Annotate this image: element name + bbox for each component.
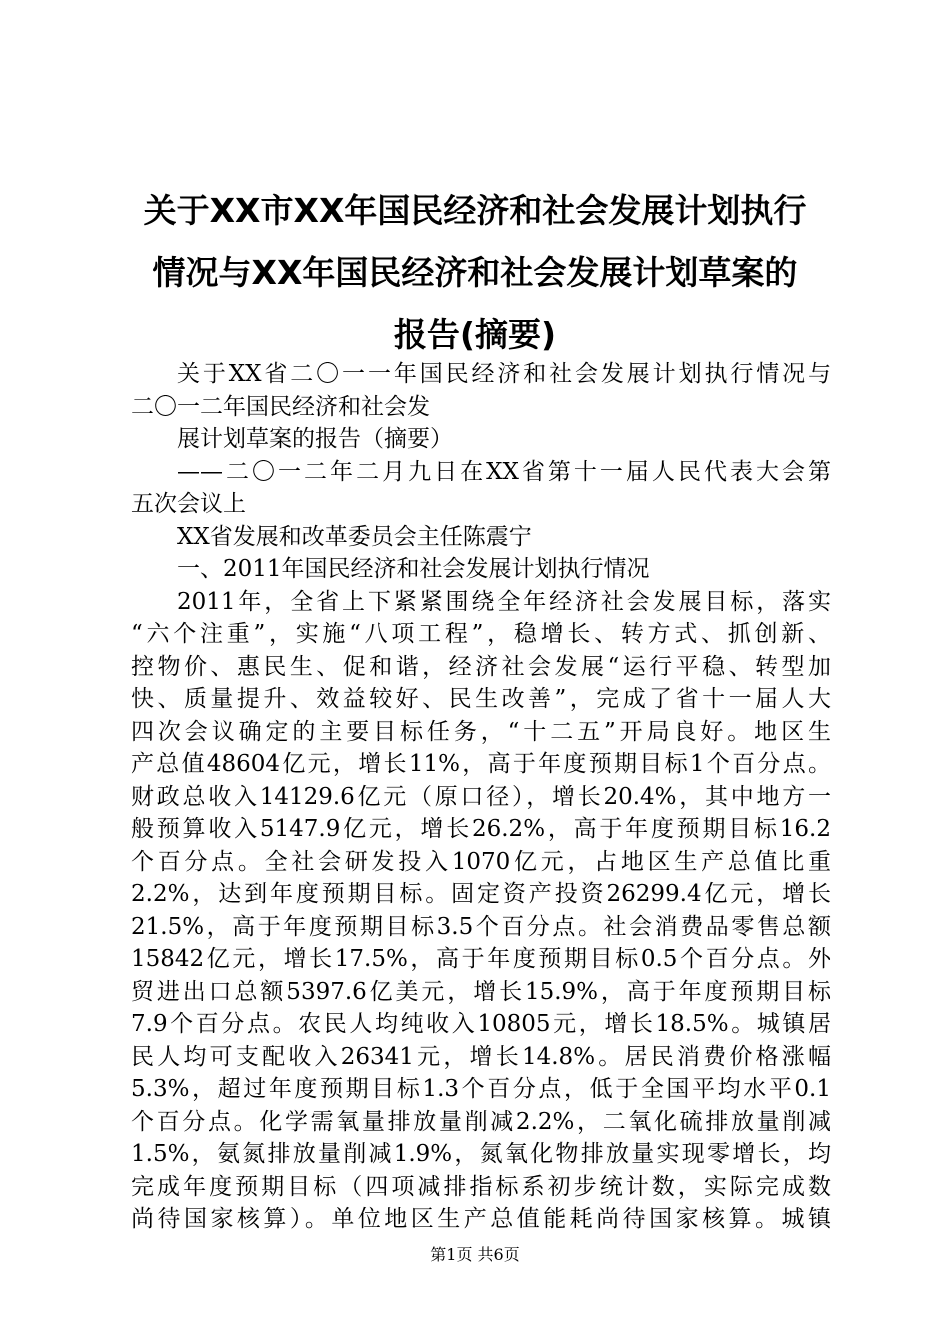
body-line: 完成年度预期目标（四项减排指标系初步统计数，实际完成数 [131, 1173, 831, 1200]
body-line: 7.9个百分点。农民人均纯收入10805元，增长18.5%。城镇居 [131, 1011, 831, 1037]
body-line: 贸进出口总额5397.6亿美元，增长15.9%，高于年度预期目标 [131, 978, 831, 1005]
page-footer: 第1页 共6页 [430, 1245, 520, 1264]
body-line: 四次会议确定的主要目标任务，“十二五”开局良好。地区生 [131, 718, 831, 745]
body-line: 个百分点。化学需氧量排放量削减2.2%，二氧化硫排放量削减 [131, 1108, 831, 1135]
body-line: 15842亿元，增长17.5%，高于年度预期目标0.5个百分点。外 [131, 946, 831, 972]
paragraph-main [131, 586, 831, 1236]
body-line: 二〇一二年国民经济和社会发 [131, 393, 430, 420]
body-line: ——二〇一二年二月九日在XX省第十一届人民代表大会第 [177, 458, 831, 485]
body-line: 2011年，全省上下紧紧围绕全年经济社会发展目标，落实 [177, 588, 831, 615]
body-line: 一、2011年国民经济和社会发展计划执行情况 [177, 556, 650, 582]
body-line: 民人均可支配收入26341元，增长14.8%。居民消费价格涨幅 [131, 1043, 831, 1070]
document-body [131, 358, 831, 1236]
body-line: 5.3%，超过年度预期目标1.3个百分点，低于全国平均水平0.1 [131, 1076, 831, 1102]
body-line: 关于XX省二〇一一年国民经济和社会发展计划执行情况与 [177, 361, 831, 387]
body-line: 五次会议上 [131, 491, 246, 517]
paragraph-report-subtitle [131, 423, 831, 456]
body-line: 般预算收入5147.9亿元，增长26.2%，高于年度预期目标16.2 [131, 816, 831, 842]
document-title [100, 180, 850, 366]
body-line: 控物价、惠民生、促和谐，经济社会发展“运行平稳、转型加 [131, 653, 831, 680]
body-line: 财政总收入14129.6亿元（原口径），增长20.4%，其中地方一 [131, 783, 831, 810]
body-line: 个百分点。全社会研发投入1070亿元，占地区生产总值比重 [131, 848, 831, 875]
paragraph-author [131, 521, 831, 554]
body-line: “六个注重”，实施“八项工程”，稳增长、转方式、抓创新、 [131, 621, 831, 647]
body-line: 1.5%，氨氮排放量削减1.9%，氮氧化物排放量实现零增长，均 [131, 1141, 831, 1167]
body-line: 2.2%，达到年度预期目标。固定资产投资26299.4亿元，增长 [131, 881, 831, 907]
paragraph-meeting-info [131, 456, 831, 521]
title-line-3: 报告(摘要) [393, 315, 557, 354]
title-line-1: 关于XX市XX年国民经济和社会发展计划执行 [143, 191, 807, 230]
title-line-2: 情况与XX年国民经济和社会发展计划草案的 [152, 253, 798, 292]
body-line: XX省发展和改革委员会主任陈震宁 [177, 523, 532, 550]
section-heading [131, 553, 831, 586]
body-line: 快、质量提升、效益较好、民生改善”，完成了省十一届人大 [131, 686, 831, 712]
body-line: 产总值48604亿元，增长11%，高于年度预期目标1个百分点。 [131, 751, 831, 777]
body-line: 展计划草案的报告（摘要） [177, 426, 453, 452]
paragraph-report-title [131, 358, 831, 423]
body-line: 尚待国家核算）。单位地区生产总值能耗尚待国家核算。城镇 [131, 1206, 831, 1232]
body-line: 21.5%，高于年度预期目标3.5个百分点。社会消费品零售总额 [131, 913, 831, 940]
